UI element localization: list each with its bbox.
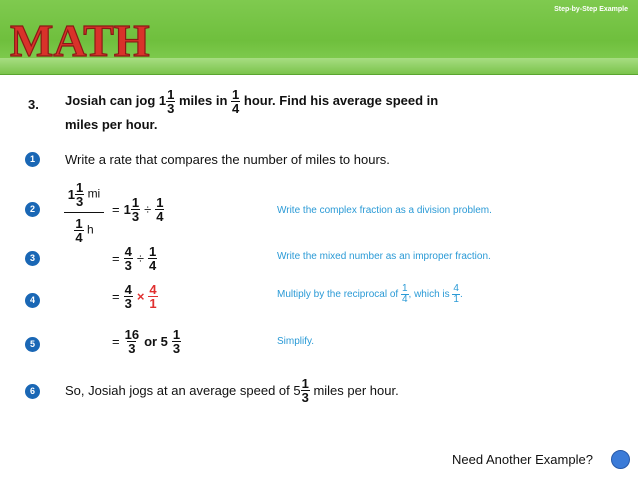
problem-fraction-one-third: $\frac{1}{3}$ xyxy=(167,87,175,116)
problem-text-c: hour. Find his average speed in miles per hour. xyxy=(65,92,439,132)
step-3-badge: 3 xyxy=(25,251,40,266)
reciprocal-result-fraction: $\frac{4}{1}$ xyxy=(453,283,459,305)
step-2-expression: = 1 $\frac{1}{3}$ ÷ $\frac{1}{4}$ xyxy=(112,195,164,224)
step-6-badge: 6 xyxy=(25,384,40,399)
conclusion-fraction: $\frac{1}{3}$ xyxy=(301,376,309,405)
step-4-note: Multiply by the reciprocal of $\frac{1}{4}$ , which is $\frac{4}{1}$ . xyxy=(277,283,463,305)
complex-fraction-numerator: 1 $\frac{1}{3}$ mi xyxy=(67,180,101,209)
step-5-badge: 5 xyxy=(25,337,40,352)
step-5-note: Simplify. xyxy=(277,336,315,347)
complex-fraction xyxy=(64,181,104,244)
problem-statement xyxy=(65,88,445,135)
math-logo xyxy=(8,8,150,66)
step-1-text: Write a rate that compares the number of miles to hours. xyxy=(65,152,390,167)
header-banner xyxy=(0,0,638,75)
step-2-note: Write the complex fraction as a division problem. xyxy=(277,205,492,216)
problem-fraction-one-fourth: $\frac{1}{4}$ xyxy=(232,87,240,116)
next-example-button[interactable] xyxy=(611,450,630,469)
step-3-note: Write the mixed number as an improper fraction. xyxy=(277,251,491,262)
math-logo-text: MATH xyxy=(10,15,150,66)
step-by-step-label: Step-by-Step Example xyxy=(554,6,628,13)
problem-text-a: Josiah can jog 1 xyxy=(65,92,167,108)
step-3-expression: = $\frac{4}{3}$ ÷ $\frac{1}{4}$ xyxy=(112,244,157,273)
step-4-badge: 4 xyxy=(25,293,40,308)
need-another-example-link[interactable]: Need Another Example? xyxy=(452,452,593,467)
step-1-badge: 1 xyxy=(25,152,40,167)
reciprocal-source-fraction: $\frac{1}{4}$ xyxy=(401,283,408,305)
complex-fraction-bar xyxy=(64,212,104,213)
problem-number: 3. xyxy=(28,97,39,112)
step-5-expression: = $\frac{16}{3}$ or 5 $\frac{1}{3}$ xyxy=(112,327,181,356)
complex-fraction-denominator: $\frac{1}{4}$ h xyxy=(75,216,94,245)
step-4-expression: = $\frac{4}{3}$ × $\frac{4}{1}$ xyxy=(112,282,157,311)
problem-text-b: miles in xyxy=(175,92,232,108)
step-2-badge: 2 xyxy=(25,202,40,217)
step-6-conclusion: So, Josiah jogs at an average speed of 5 $\frac{1}{3}$ miles per hour. xyxy=(65,376,399,405)
